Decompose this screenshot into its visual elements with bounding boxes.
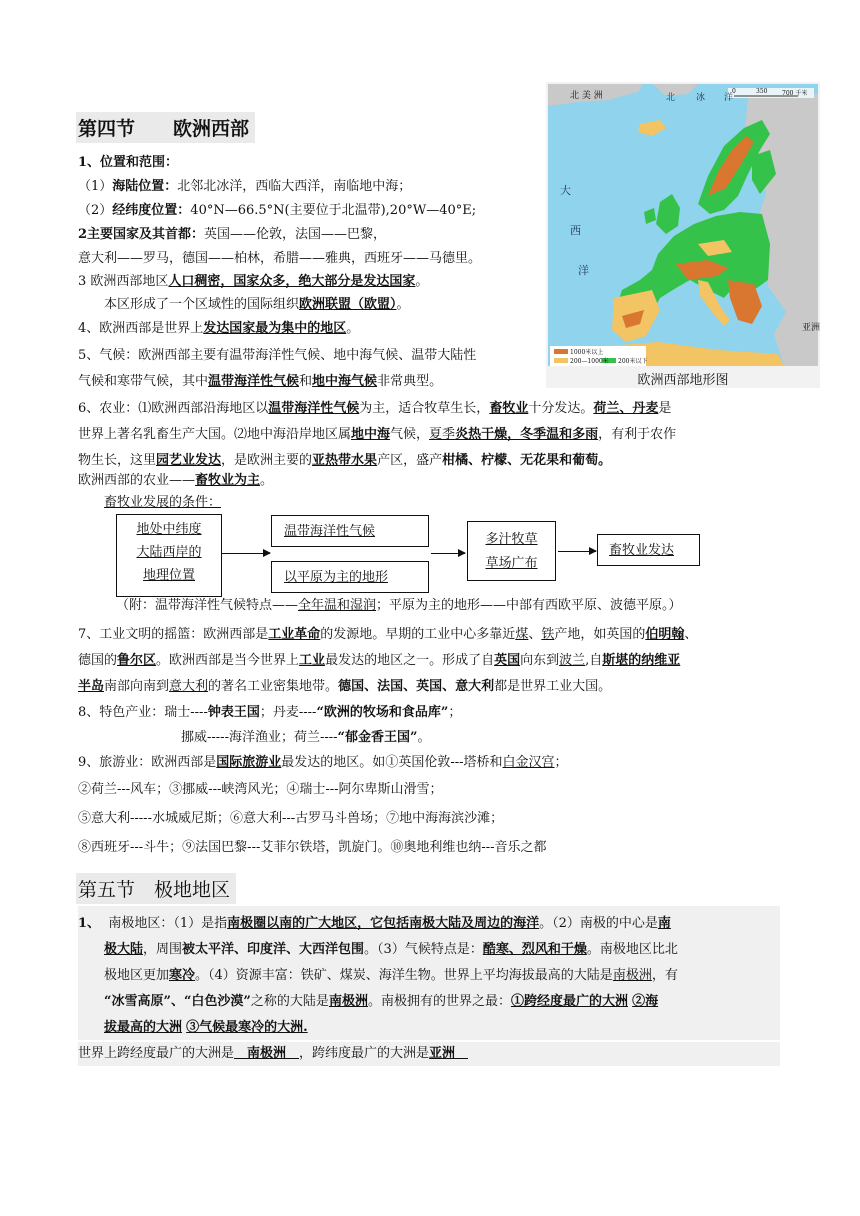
climate-line-2: 气候和寒带气候，其中温带海洋性气候和地中海气候非常典型。 <box>78 374 443 389</box>
sea-land-position: （1）海陆位置：北邻北冰洋，西临大西洋，南临地中海； <box>78 179 412 194</box>
antarctic-line-4: “冰雪高原”、“白色沙漠”之称的大陆是南极洲。南极拥有的世界之最：①跨经度最广的大洲 ②海 <box>104 994 659 1009</box>
flow-box-result: 畜牧业发达 <box>597 534 700 566</box>
countries-capitals-2: 意大利——罗马，德国——柏林，希腊——雅典，西班牙——马德里。 <box>78 251 482 266</box>
terrain-map-image <box>548 84 821 366</box>
flow-title: 畜牧业发展的条件： <box>104 495 222 510</box>
flow-box-grass: 多汁牧草 草场广布 <box>467 521 556 581</box>
fill-blank-line: 世界上跨经度最广的大洲是 南极洲 ，跨纬度最广的大洲是亚洲 <box>78 1046 469 1061</box>
antarctic-line-5: 拔最高的大洲 ③气候最寒冷的大洲. <box>104 1020 308 1035</box>
flow-box-terrain: 以平原为主的地形 <box>271 561 429 593</box>
map-label-atlantic-1: 大 <box>560 184 571 197</box>
flow-arrow-2 <box>431 553 465 554</box>
agri-line-2: 世界上著名乳畜生产大国。⑵地中海沿岸地区属地中海气候，夏季炎热干燥，冬季温和多雨，有利于农作 <box>78 427 677 442</box>
map-label-atlantic-2: 西 <box>570 224 581 237</box>
developed-line: 4、欧洲西部是世界上发达国家最为集中的地区。 <box>78 321 360 336</box>
flow-arrow-3 <box>558 551 596 552</box>
map-legend-low: 200米以下 <box>618 358 648 365</box>
map-legend-high-swatch <box>554 349 568 354</box>
tourism-line-4: ⑧西班牙---斗牛；⑨法国巴黎---艾菲尔铁塔，凯旋门。⑩奥地利维也纳---音乐之都 <box>78 840 547 855</box>
section5-title: 第五节 极地地区 <box>76 873 236 904</box>
flow-note: （附：温带海洋性气候特点——全年温和湿润；平原为主的地形——中部有西欧平原、波德平原。） <box>116 598 682 613</box>
map-legend-mid-swatch <box>554 358 568 363</box>
industry-line-1: 7、工业文明的摇篮：欧洲西部是工业革命的发源地。早期的工业中心多靠近煤、铁产地，如英国的伯明翰、 <box>78 627 698 642</box>
eu-line: 本区形成了一个区域性的国际组织欧洲联盟（欧盟）。 <box>104 297 410 312</box>
section4-title: 第四节 欧洲西部 <box>76 112 255 143</box>
map-legend-high: 1000米以上 <box>570 349 604 356</box>
antarctic-line-1: 1、 南极地区：（1）是指南极圈以南的广大地区，它包括南极大陆及周边的海洋。（2）南极的中心是南 <box>78 916 671 931</box>
tourism-line-2: ②荷兰---风车；③挪威---峡湾风光；④瑞士---阿尔卑斯山滑雪； <box>78 782 443 797</box>
countries-capitals: 2主要国家及其首都：英国——伦敦，法国——巴黎， <box>78 227 387 242</box>
agri-line-1: 6、农业：⑴欧洲西部沿海地区以温带海洋性气候为主，适合牧草生长，畜牧业十分发达。荷兰、丹麦是 <box>78 401 672 416</box>
flow-box-climate: 温带海洋性气候 <box>271 515 429 547</box>
tourism-line-1: 9、旅游业：欧洲西部是国际旅游业最发达的地区。如①英国伦敦---塔桥和白金汉宫； <box>78 755 568 770</box>
antarctic-line-2: 极大陆，周围被太平洋、印度洋、大西洋包围。（3）气候特点是：酷寒、烈风和干燥。南极地区比北 <box>104 942 678 957</box>
map-scale-350: 350 <box>756 88 768 95</box>
agri-line-3: 物生长，这里园艺业发达，是欧洲主要的亚热带水果产区，盛产柑橘、柠檬、无花果和葡萄。 <box>78 453 612 468</box>
map-label-arctic-2: 冰 <box>696 93 706 103</box>
map-scale-700: 700 千米 <box>782 90 808 97</box>
special-industry-1: 8、特色产业：瑞士----钟表王国；丹麦----“欧洲的牧场和食品库”； <box>78 705 462 720</box>
population-line: 3 欧洲西部地区人口稠密，国家众多，绝大部分是发达国家。 <box>78 274 429 289</box>
climate-line-1: 5、气候：欧洲西部主要有温带海洋性气候、地中海气候、温带大陆性 <box>78 348 477 363</box>
lat-long-position: （2）经纬度位置：40°N—66.5°N(主要位于北温带),20°W—40°E; <box>78 203 477 218</box>
agri-summary: 欧洲西部的农业——畜牧业为主。 <box>78 473 274 488</box>
map-label-arctic-3: 洋 <box>724 93 734 103</box>
industry-line-3: 半岛南部向南到意大利的著名工业密集地带。德国、法国、英国、意大利都是世界工业大国。 <box>78 679 612 694</box>
western-europe-map <box>546 82 820 388</box>
map-label-atlantic-3: 洋 <box>578 264 589 277</box>
map-legend-mid: 200—1000米 <box>570 358 609 365</box>
map-label-north-america: 北 美 洲 <box>570 91 603 101</box>
industry-line-2: 德国的鲁尔区。欧洲西部是当今世界上工业最发达的地区之一。形成了自英国向东到波兰,自斯堪的纳维亚 <box>78 653 681 668</box>
map-caption: 欧洲西部地形图 <box>637 373 729 388</box>
position-heading: 1、位置和范围： <box>78 155 179 170</box>
map-label-arctic-1: 北 <box>666 93 676 103</box>
tourism-line-3: ⑤意大利-----水城威尼斯；⑥意大利---古罗马斗兽场；⑦地中海海滨沙滩； <box>78 811 504 826</box>
map-label-asia: 亚洲 <box>802 323 821 333</box>
map-scale-0: 0 <box>732 88 736 95</box>
antarctic-line-3: 极地区更加寒冷。（4）资源丰富：铁矿、煤炭、海洋生物。世界上平均海拔最高的大陆是南极洲，有 <box>104 968 678 983</box>
flow-arrow-1 <box>222 553 270 554</box>
special-industry-2: 挪威-----海洋渔业；荷兰----“郁金香王国”。 <box>181 730 431 745</box>
flow-box-location: 地处中纬度 大陆西岸的 地理位置 <box>116 514 222 597</box>
